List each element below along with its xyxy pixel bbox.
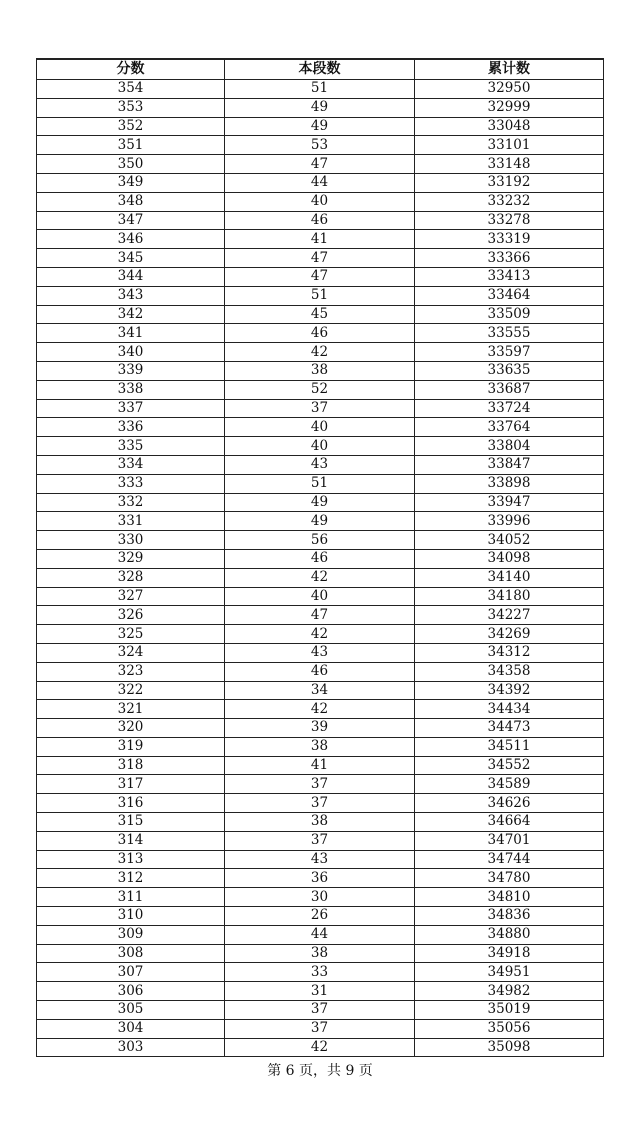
table-row bbox=[37, 512, 604, 531]
table-row bbox=[37, 850, 604, 869]
score-distribution-table bbox=[36, 58, 604, 1057]
cell-segment-count: 26 bbox=[225, 907, 415, 926]
cell-score: 321 bbox=[37, 700, 225, 719]
cell-score: 344 bbox=[37, 267, 225, 286]
cell-segment-count: 53 bbox=[225, 136, 415, 155]
cell-cumulative-count: 34392 bbox=[415, 681, 604, 700]
cell-segment-count: 49 bbox=[225, 98, 415, 117]
cell-score: 340 bbox=[37, 343, 225, 362]
cell-segment-count: 34 bbox=[225, 681, 415, 700]
cell-segment-count: 44 bbox=[225, 925, 415, 944]
header-cumulative-count: 累计数 bbox=[415, 59, 604, 80]
cell-segment-count: 41 bbox=[225, 230, 415, 249]
cell-segment-count: 43 bbox=[225, 850, 415, 869]
table-row bbox=[37, 1019, 604, 1038]
cell-score: 339 bbox=[37, 361, 225, 380]
cell-score: 354 bbox=[37, 80, 225, 99]
table-row bbox=[37, 775, 604, 794]
cell-cumulative-count: 33764 bbox=[415, 418, 604, 437]
cell-cumulative-count: 35056 bbox=[415, 1019, 604, 1038]
cell-segment-count: 38 bbox=[225, 813, 415, 832]
cell-segment-count: 56 bbox=[225, 531, 415, 550]
table-row bbox=[37, 907, 604, 926]
table-body bbox=[37, 80, 604, 1057]
cell-cumulative-count: 34664 bbox=[415, 813, 604, 832]
cell-score: 343 bbox=[37, 286, 225, 305]
cell-score: 334 bbox=[37, 455, 225, 474]
cell-segment-count: 38 bbox=[225, 737, 415, 756]
cell-cumulative-count: 34836 bbox=[415, 907, 604, 926]
cell-score: 315 bbox=[37, 813, 225, 832]
table-header bbox=[37, 59, 604, 80]
table-row bbox=[37, 418, 604, 437]
cell-segment-count: 46 bbox=[225, 549, 415, 568]
cell-score: 323 bbox=[37, 662, 225, 681]
cell-score: 322 bbox=[37, 681, 225, 700]
header-segment-count: 本段数 bbox=[225, 59, 415, 80]
cell-cumulative-count: 32999 bbox=[415, 98, 604, 117]
table-row bbox=[37, 211, 604, 230]
cell-score: 351 bbox=[37, 136, 225, 155]
cell-score: 303 bbox=[37, 1038, 225, 1057]
table-row bbox=[37, 249, 604, 268]
table-row bbox=[37, 662, 604, 681]
cell-segment-count: 39 bbox=[225, 719, 415, 738]
header-row bbox=[37, 59, 604, 80]
table-row bbox=[37, 136, 604, 155]
cell-score: 308 bbox=[37, 944, 225, 963]
cell-cumulative-count: 34701 bbox=[415, 831, 604, 850]
cell-segment-count: 38 bbox=[225, 944, 415, 963]
cell-segment-count: 49 bbox=[225, 512, 415, 531]
cell-cumulative-count: 33555 bbox=[415, 324, 604, 343]
cell-score: 304 bbox=[37, 1019, 225, 1038]
cell-segment-count: 49 bbox=[225, 117, 415, 136]
cell-cumulative-count: 33847 bbox=[415, 455, 604, 474]
cell-cumulative-count: 33319 bbox=[415, 230, 604, 249]
cell-score: 331 bbox=[37, 512, 225, 531]
table-row bbox=[37, 286, 604, 305]
cell-segment-count: 40 bbox=[225, 437, 415, 456]
table-row bbox=[37, 380, 604, 399]
cell-cumulative-count: 33192 bbox=[415, 173, 604, 192]
cell-score: 314 bbox=[37, 831, 225, 850]
cell-cumulative-count: 33724 bbox=[415, 399, 604, 418]
table-row bbox=[37, 982, 604, 1001]
table-row bbox=[37, 305, 604, 324]
cell-segment-count: 41 bbox=[225, 756, 415, 775]
cell-score: 348 bbox=[37, 192, 225, 211]
cell-score: 347 bbox=[37, 211, 225, 230]
cell-segment-count: 37 bbox=[225, 1001, 415, 1020]
table-row bbox=[37, 493, 604, 512]
cell-segment-count: 45 bbox=[225, 305, 415, 324]
cell-cumulative-count: 33232 bbox=[415, 192, 604, 211]
table-row bbox=[37, 155, 604, 174]
cell-segment-count: 49 bbox=[225, 493, 415, 512]
table-row bbox=[37, 343, 604, 362]
cell-segment-count: 37 bbox=[225, 794, 415, 813]
table-row bbox=[37, 587, 604, 606]
cell-score: 309 bbox=[37, 925, 225, 944]
cell-cumulative-count: 35019 bbox=[415, 1001, 604, 1020]
cell-score: 312 bbox=[37, 869, 225, 888]
table-row bbox=[37, 813, 604, 832]
table-row bbox=[37, 455, 604, 474]
cell-segment-count: 42 bbox=[225, 568, 415, 587]
cell-score: 317 bbox=[37, 775, 225, 794]
cell-segment-count: 42 bbox=[225, 700, 415, 719]
cell-cumulative-count: 34098 bbox=[415, 549, 604, 568]
header-score: 分数 bbox=[37, 59, 225, 80]
cell-segment-count: 44 bbox=[225, 173, 415, 192]
table-row bbox=[37, 399, 604, 418]
cell-segment-count: 42 bbox=[225, 625, 415, 644]
cell-cumulative-count: 34269 bbox=[415, 625, 604, 644]
table-row bbox=[37, 474, 604, 493]
cell-score: 326 bbox=[37, 606, 225, 625]
cell-cumulative-count: 34312 bbox=[415, 643, 604, 662]
cell-segment-count: 51 bbox=[225, 80, 415, 99]
cell-cumulative-count: 33996 bbox=[415, 512, 604, 531]
cell-segment-count: 33 bbox=[225, 963, 415, 982]
cell-cumulative-count: 33635 bbox=[415, 361, 604, 380]
cell-cumulative-count: 33148 bbox=[415, 155, 604, 174]
table-row bbox=[37, 719, 604, 738]
table-row bbox=[37, 925, 604, 944]
cell-segment-count: 47 bbox=[225, 155, 415, 174]
cell-cumulative-count: 33366 bbox=[415, 249, 604, 268]
table-row bbox=[37, 606, 604, 625]
cell-score: 319 bbox=[37, 737, 225, 756]
cell-cumulative-count: 34358 bbox=[415, 662, 604, 681]
table-row bbox=[37, 98, 604, 117]
cell-segment-count: 43 bbox=[225, 643, 415, 662]
cell-segment-count: 37 bbox=[225, 399, 415, 418]
cell-cumulative-count: 33804 bbox=[415, 437, 604, 456]
cell-cumulative-count: 33687 bbox=[415, 380, 604, 399]
cell-score: 316 bbox=[37, 794, 225, 813]
cell-segment-count: 40 bbox=[225, 418, 415, 437]
cell-score: 306 bbox=[37, 982, 225, 1001]
cell-score: 329 bbox=[37, 549, 225, 568]
cell-score: 327 bbox=[37, 587, 225, 606]
cell-score: 332 bbox=[37, 493, 225, 512]
table-row bbox=[37, 944, 604, 963]
cell-segment-count: 40 bbox=[225, 587, 415, 606]
cell-score: 337 bbox=[37, 399, 225, 418]
table-row bbox=[37, 756, 604, 775]
table-row bbox=[37, 437, 604, 456]
cell-cumulative-count: 34780 bbox=[415, 869, 604, 888]
table-row bbox=[37, 681, 604, 700]
cell-cumulative-count: 33509 bbox=[415, 305, 604, 324]
cell-score: 349 bbox=[37, 173, 225, 192]
cell-cumulative-count: 33413 bbox=[415, 267, 604, 286]
cell-cumulative-count: 33947 bbox=[415, 493, 604, 512]
cell-segment-count: 31 bbox=[225, 982, 415, 1001]
table-row bbox=[37, 1001, 604, 1020]
cell-score: 325 bbox=[37, 625, 225, 644]
cell-segment-count: 47 bbox=[225, 249, 415, 268]
cell-cumulative-count: 35098 bbox=[415, 1038, 604, 1057]
cell-segment-count: 46 bbox=[225, 662, 415, 681]
cell-score: 353 bbox=[37, 98, 225, 117]
cell-score: 345 bbox=[37, 249, 225, 268]
cell-segment-count: 47 bbox=[225, 267, 415, 286]
table-row bbox=[37, 531, 604, 550]
cell-cumulative-count: 34180 bbox=[415, 587, 604, 606]
table-row bbox=[37, 173, 604, 192]
cell-score: 310 bbox=[37, 907, 225, 926]
cell-segment-count: 47 bbox=[225, 606, 415, 625]
table-row bbox=[37, 568, 604, 587]
cell-score: 341 bbox=[37, 324, 225, 343]
cell-score: 338 bbox=[37, 380, 225, 399]
cell-segment-count: 37 bbox=[225, 775, 415, 794]
cell-segment-count: 43 bbox=[225, 455, 415, 474]
cell-cumulative-count: 33898 bbox=[415, 474, 604, 493]
table-row bbox=[37, 643, 604, 662]
cell-score: 333 bbox=[37, 474, 225, 493]
table-row bbox=[37, 963, 604, 982]
cell-segment-count: 52 bbox=[225, 380, 415, 399]
table-row bbox=[37, 549, 604, 568]
cell-cumulative-count: 34810 bbox=[415, 888, 604, 907]
cell-cumulative-count: 34434 bbox=[415, 700, 604, 719]
cell-cumulative-count: 34626 bbox=[415, 794, 604, 813]
cell-cumulative-count: 34227 bbox=[415, 606, 604, 625]
cell-segment-count: 38 bbox=[225, 361, 415, 380]
cell-cumulative-count: 33597 bbox=[415, 343, 604, 362]
cell-cumulative-count: 34918 bbox=[415, 944, 604, 963]
cell-segment-count: 30 bbox=[225, 888, 415, 907]
table-row bbox=[37, 831, 604, 850]
cell-score: 330 bbox=[37, 531, 225, 550]
cell-score: 336 bbox=[37, 418, 225, 437]
table-row bbox=[37, 117, 604, 136]
cell-cumulative-count: 34589 bbox=[415, 775, 604, 794]
cell-score: 305 bbox=[37, 1001, 225, 1020]
cell-cumulative-count: 34951 bbox=[415, 963, 604, 982]
cell-segment-count: 37 bbox=[225, 831, 415, 850]
cell-cumulative-count: 34140 bbox=[415, 568, 604, 587]
cell-segment-count: 36 bbox=[225, 869, 415, 888]
cell-cumulative-count: 34052 bbox=[415, 531, 604, 550]
cell-score: 307 bbox=[37, 963, 225, 982]
cell-score: 328 bbox=[37, 568, 225, 587]
cell-segment-count: 40 bbox=[225, 192, 415, 211]
cell-cumulative-count: 34744 bbox=[415, 850, 604, 869]
table-row bbox=[37, 230, 604, 249]
table-row bbox=[37, 324, 604, 343]
cell-segment-count: 46 bbox=[225, 211, 415, 230]
table-row bbox=[37, 888, 604, 907]
table-row bbox=[37, 700, 604, 719]
cell-score: 342 bbox=[37, 305, 225, 324]
cell-segment-count: 42 bbox=[225, 1038, 415, 1057]
cell-score: 313 bbox=[37, 850, 225, 869]
table-row bbox=[37, 267, 604, 286]
cell-cumulative-count: 33048 bbox=[415, 117, 604, 136]
table-row bbox=[37, 1038, 604, 1057]
cell-score: 324 bbox=[37, 643, 225, 662]
cell-score: 352 bbox=[37, 117, 225, 136]
page-footer: 第 6 页，共 9 页 bbox=[267, 1063, 373, 1079]
table-row bbox=[37, 737, 604, 756]
cell-cumulative-count: 34982 bbox=[415, 982, 604, 1001]
cell-segment-count: 37 bbox=[225, 1019, 415, 1038]
cell-cumulative-count: 34473 bbox=[415, 719, 604, 738]
cell-score: 311 bbox=[37, 888, 225, 907]
cell-score: 335 bbox=[37, 437, 225, 456]
table-row bbox=[37, 869, 604, 888]
cell-score: 318 bbox=[37, 756, 225, 775]
table-row bbox=[37, 625, 604, 644]
cell-cumulative-count: 34880 bbox=[415, 925, 604, 944]
table-row bbox=[37, 361, 604, 380]
cell-segment-count: 51 bbox=[225, 286, 415, 305]
table-row bbox=[37, 80, 604, 99]
cell-cumulative-count: 32950 bbox=[415, 80, 604, 99]
cell-segment-count: 42 bbox=[225, 343, 415, 362]
cell-segment-count: 51 bbox=[225, 474, 415, 493]
cell-score: 320 bbox=[37, 719, 225, 738]
table-row bbox=[37, 192, 604, 211]
cell-score: 346 bbox=[37, 230, 225, 249]
cell-cumulative-count: 33278 bbox=[415, 211, 604, 230]
cell-cumulative-count: 33464 bbox=[415, 286, 604, 305]
cell-cumulative-count: 34552 bbox=[415, 756, 604, 775]
table-row bbox=[37, 794, 604, 813]
cell-cumulative-count: 34511 bbox=[415, 737, 604, 756]
cell-segment-count: 46 bbox=[225, 324, 415, 343]
cell-score: 350 bbox=[37, 155, 225, 174]
cell-cumulative-count: 33101 bbox=[415, 136, 604, 155]
